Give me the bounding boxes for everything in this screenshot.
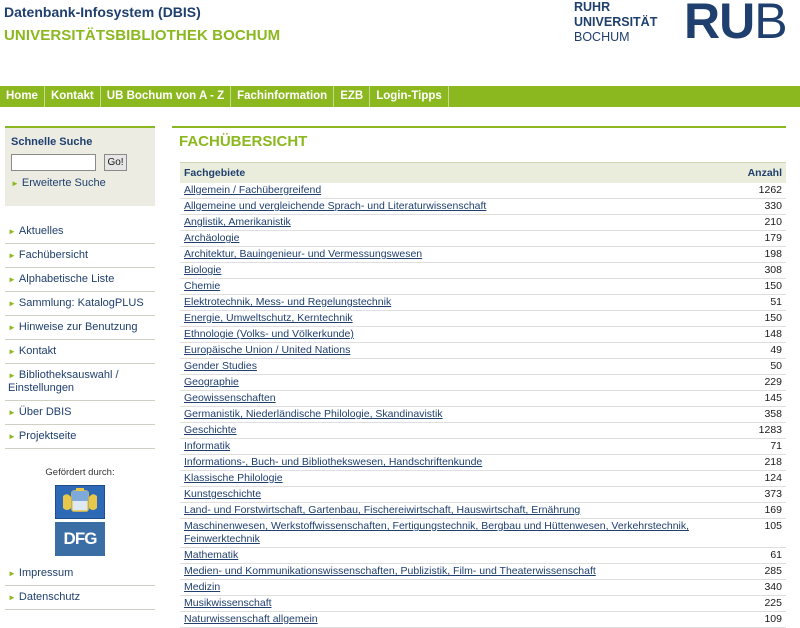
sidebar-item-alphabetische-liste[interactable]: [5, 268, 155, 292]
advanced-search-label: Erweiterte Suche: [21, 177, 106, 189]
table-row: [180, 487, 786, 503]
subject-link[interactable]: Medien- und Kommunikationswissenschaften, Publizistik, Film- und Theaterwissenschaft: [184, 565, 596, 577]
page-title: FACHÜBERSICHT: [179, 133, 308, 150]
sidebar-item-projektseite[interactable]: [5, 425, 155, 449]
table-row: [180, 580, 786, 596]
quick-search-title: Schnelle Suche: [11, 136, 93, 148]
table-row: [180, 295, 786, 311]
subject-count: 225: [764, 597, 782, 609]
nav-home[interactable]: Home: [0, 86, 45, 107]
main-content: [172, 126, 786, 625]
sidebar-item-aktuelles[interactable]: [5, 220, 155, 244]
sidebar-item-label: Projektseite: [18, 430, 77, 442]
subject-link[interactable]: Gender Studies: [184, 360, 257, 372]
subject-link[interactable]: Medizin: [184, 581, 221, 593]
subject-link[interactable]: Kunstgeschichte: [184, 488, 262, 500]
arrow-icon: ►: [8, 432, 16, 441]
table-row: [180, 311, 786, 327]
table-row: [180, 359, 786, 375]
quick-search: [5, 126, 155, 206]
subject-count: 50: [770, 360, 782, 372]
rub-logo-line3: BOCHUM: [574, 30, 630, 44]
subject-count: 105: [764, 520, 782, 532]
table-row: [180, 375, 786, 391]
rub-logo[interactable]: [684, 0, 787, 49]
table-row: [180, 247, 786, 263]
rub-logo-ru: RU: [684, 0, 755, 49]
sidebar: [5, 126, 155, 610]
advanced-search-link[interactable]: [11, 177, 149, 189]
subject-count: 179: [764, 232, 782, 244]
arrow-icon: ►: [8, 227, 16, 236]
subject-count: 124: [764, 472, 782, 484]
subject-count: 198: [764, 248, 782, 260]
subject-count: 330: [764, 200, 782, 212]
arrow-icon: ►: [8, 251, 16, 260]
search-go-button[interactable]: Go!: [104, 154, 127, 171]
subject-link[interactable]: Geographie: [184, 376, 239, 388]
rub-logo-line2: UNIVERSITÄT: [574, 15, 658, 29]
subject-count: 210: [764, 216, 782, 228]
sidebar-item-label: Hinweise zur Benutzung: [18, 321, 138, 333]
arrow-icon: ►: [8, 347, 16, 356]
arrow-icon: ►: [11, 179, 19, 188]
arrow-icon: ►: [8, 299, 16, 308]
table-row: [180, 423, 786, 439]
rub-logo-line1: RUHR: [574, 0, 611, 14]
subject-link[interactable]: Anglistik, Amerikanistik: [184, 216, 291, 228]
subject-link[interactable]: Geschichte: [184, 424, 237, 436]
subject-count: 1262: [758, 184, 782, 196]
sidebar-item-label: Aktuelles: [18, 225, 64, 237]
table-row: [180, 391, 786, 407]
nav-kontakt[interactable]: Kontakt: [45, 86, 101, 107]
table-header: [180, 162, 786, 183]
app-title[interactable]: Datenbank-Infosystem (DBIS): [4, 4, 201, 20]
search-input[interactable]: [11, 154, 96, 171]
arrow-icon: ►: [8, 323, 16, 332]
subject-count: 71: [770, 440, 782, 452]
subject-link[interactable]: Germanistik, Niederländische Philologie, Skandinavistik: [184, 408, 443, 420]
sidebar-item-label: Über DBIS: [18, 406, 72, 418]
rub-logo-text[interactable]: [574, 0, 657, 45]
subject-count: 51: [770, 296, 782, 308]
table-row: [180, 263, 786, 279]
subject-link[interactable]: Informatik: [184, 440, 231, 452]
subject-link[interactable]: Informations-, Buch- und Bibliothekswesen, Handschriftenkunde: [184, 456, 483, 468]
subject-link[interactable]: Mathematik: [184, 549, 239, 561]
table-row: [180, 471, 786, 487]
table-row: [180, 407, 786, 423]
subject-link[interactable]: Naturwissenschaft allgemein: [184, 613, 318, 625]
table-row: [180, 455, 786, 471]
subject-count: 285: [764, 565, 782, 577]
bavarian-coat-of-arms-icon[interactable]: [55, 485, 105, 519]
library-title[interactable]: UNIVERSITÄTSBIBLIOTHEK BOCHUM: [4, 27, 281, 44]
subject-count: 150: [764, 312, 782, 324]
sidebar-item-label: Impressum: [18, 567, 74, 579]
arrow-icon: ►: [8, 593, 16, 602]
search-row: [11, 154, 149, 171]
subject-link[interactable]: Europäische Union / United Nations: [184, 344, 351, 356]
subject-count: 229: [764, 376, 782, 388]
subject-table: [180, 162, 786, 628]
sidebar-item-hinweise[interactable]: [5, 316, 155, 340]
table-row: [180, 327, 786, 343]
subject-link[interactable]: Archäologie: [184, 232, 240, 244]
table-row: [180, 343, 786, 359]
sidebar-item-label: Sammlung: KatalogPLUS: [18, 297, 144, 309]
subject-link[interactable]: Energie, Umweltschutz, Kerntechnik: [184, 312, 353, 324]
rub-logo-b: B: [754, 0, 787, 49]
sidebar-footer-menu: [5, 562, 155, 610]
subject-count: 145: [764, 392, 782, 404]
nav-login-tipps[interactable]: Login-Tipps: [370, 86, 449, 107]
arrow-icon: ►: [8, 275, 16, 284]
sidebar-item-label: Kontakt: [18, 345, 57, 357]
sidebar-item-label: Fachübersicht: [18, 249, 89, 261]
subject-link[interactable]: Chemie: [184, 280, 221, 292]
sidebar-item-kontakt[interactable]: [5, 340, 155, 364]
nav-ub-a-z[interactable]: UB Bochum von A - Z: [101, 86, 231, 107]
sidebar-menu: [5, 220, 155, 449]
sidebar-item-label: Bibliotheksauswahl / Einstellungen: [8, 369, 119, 394]
subject-count: 169: [764, 504, 782, 516]
subject-count: 148: [764, 328, 782, 340]
column-header-count: Anzahl: [747, 167, 782, 179]
sidebar-item-impressum[interactable]: [5, 562, 155, 586]
page-header: [0, 0, 800, 86]
subject-count: 1283: [758, 424, 782, 436]
sidebar-item-katalogplus[interactable]: [5, 292, 155, 316]
table-row: [180, 564, 786, 580]
table-row: [180, 199, 786, 215]
subject-count: 340: [764, 581, 782, 593]
table-row: [180, 503, 786, 519]
sidebar-item-label: Datenschutz: [18, 591, 81, 603]
subject-count: 308: [764, 264, 782, 276]
subject-count: 218: [764, 456, 782, 468]
subject-link[interactable]: Architektur, Bauingenieur- und Vermessungswesen: [184, 248, 423, 260]
subject-link[interactable]: Klassische Philologie: [184, 472, 283, 484]
subject-link[interactable]: Land- und Forstwirtschaft, Gartenbau, Fischereiwirtschaft, Hauswirtschaft, Ernährung: [184, 504, 581, 516]
subject-count: 358: [764, 408, 782, 420]
subject-link[interactable]: Elektrotechnik, Mess- und Regelungstechnik: [184, 296, 392, 308]
subject-link[interactable]: Allgemein / Fachübergreifend: [184, 184, 322, 196]
sidebar-item-bibliotheksauswahl[interactable]: [5, 364, 155, 401]
table-row: [180, 231, 786, 247]
main-divider: [172, 126, 786, 128]
subject-link[interactable]: Biologie: [184, 264, 222, 276]
table-row: [180, 596, 786, 612]
table-row: [180, 519, 786, 548]
sidebar-item-ueber-dbis[interactable]: [5, 401, 155, 425]
subject-link[interactable]: Geowissenschaften: [184, 392, 276, 404]
funded-by-label: Gefördert durch:: [45, 467, 115, 478]
subject-count: 109: [764, 613, 782, 625]
table-row: [180, 215, 786, 231]
table-row: [180, 183, 786, 199]
bavarian-coat-of-arms-svg: [59, 488, 101, 516]
sidebar-item-datenschutz[interactable]: [5, 586, 155, 610]
sidebar-item-label: Alphabetische Liste: [18, 273, 115, 285]
table-row: [180, 439, 786, 455]
table-row: [180, 612, 786, 628]
subject-link[interactable]: Musikwissenschaft: [184, 597, 272, 609]
subject-link[interactable]: Ethnologie (Volks- und Völkerkunde): [184, 328, 354, 340]
subject-count: 49: [770, 344, 782, 356]
subject-count: 373: [764, 488, 782, 500]
nav-fachinformation[interactable]: Fachinformation: [231, 86, 334, 107]
table-body: [180, 183, 786, 628]
subject-count: 150: [764, 280, 782, 292]
main-nav: [0, 86, 800, 107]
column-header-subject: Fachgebiete: [184, 167, 246, 179]
subject-count: 61: [770, 549, 782, 561]
nav-ezb[interactable]: EZB: [334, 86, 370, 107]
sidebar-item-fachuebersicht[interactable]: [5, 244, 155, 268]
subject-link[interactable]: Maschinenwesen, Werkstoffwissenschaften, Fertigungstechnik, Bergbau und Hüttenwesen, Verkehrstechnik, Feinwerktechnik: [184, 520, 690, 545]
arrow-icon: ►: [8, 569, 16, 578]
arrow-icon: ►: [8, 408, 16, 417]
arrow-icon: ►: [8, 371, 16, 380]
subject-link[interactable]: Allgemeine und vergleichende Sprach- und Literaturwissenschaft: [184, 200, 487, 212]
table-row: [180, 548, 786, 564]
table-row: [180, 279, 786, 295]
dfg-logo[interactable]: DFG: [55, 522, 105, 556]
